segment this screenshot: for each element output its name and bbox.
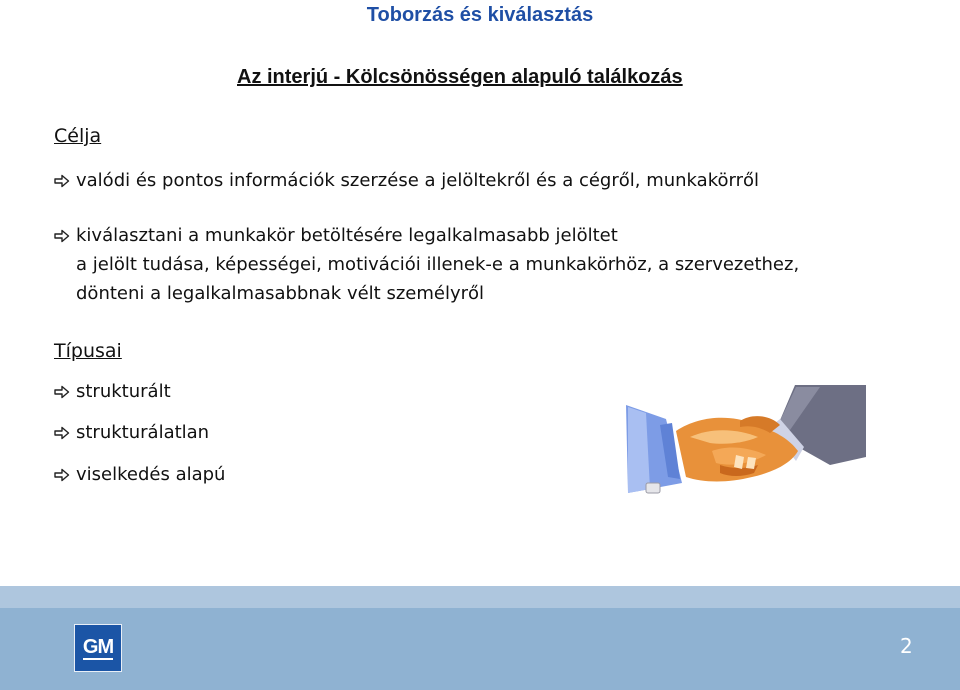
- footer-band: [0, 608, 960, 690]
- goal-bullet-1: [54, 170, 759, 191]
- arrow-bullet-icon: [54, 229, 70, 243]
- types-item: [54, 422, 209, 443]
- goal-bullet-1-text: valódi és pontos információk szerzése a jelöltekről és a cégről, munkakörről: [76, 170, 759, 191]
- goal-bullet-2: [54, 225, 618, 246]
- types-heading: Típusai: [54, 340, 122, 362]
- slide-subtitle: Az interjú - Kölcsönösségen alapuló találkozás: [237, 66, 683, 88]
- types-item-text: strukturált: [76, 381, 171, 402]
- goal-heading: Célja: [54, 125, 102, 147]
- gm-logo: [74, 624, 122, 672]
- types-item: [54, 381, 171, 402]
- types-item-text: strukturálatlan: [76, 422, 210, 443]
- types-item-text: viselkedés alapú: [76, 464, 226, 485]
- gm-logo-text: GM: [82, 635, 114, 658]
- arrow-bullet-icon: [54, 174, 70, 188]
- types-item: [54, 464, 225, 485]
- page-number: 2: [900, 634, 913, 658]
- arrow-bullet-icon: [54, 385, 70, 399]
- goal-bullet-2-text: kiválasztani a munkakör betöltésére legalkalmasabb jelöltet: [76, 225, 618, 246]
- arrow-bullet-icon: [54, 468, 70, 482]
- goal-bullet-2-line-3: dönteni a legalkalmasabbnak vélt személyről: [76, 283, 485, 304]
- slide-title: Toborzás és kiválasztás: [366, 4, 594, 26]
- handshake-illustration: [620, 385, 866, 510]
- goal-bullet-2-line-2: a jelölt tudása, képességei, motivációi illenek-e a munkakörhöz, a szervezethez,: [76, 254, 800, 275]
- footer-band-light: [0, 586, 960, 608]
- arrow-bullet-icon: [54, 426, 70, 440]
